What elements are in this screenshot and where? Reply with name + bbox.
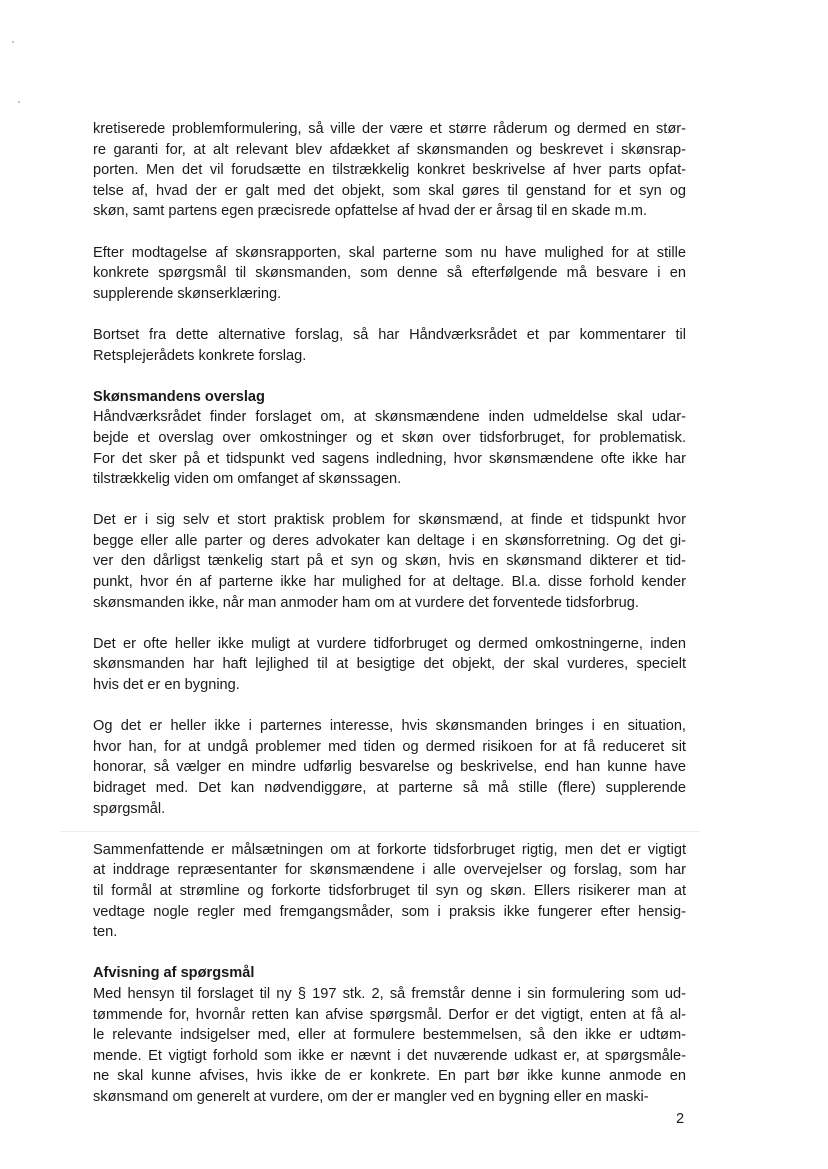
text-line: begge eller alle parter og deres advokater kan deltage i en skønsforretning. Og det gi- [93, 532, 686, 549]
text-line: Håndværksrådet finder forslaget om, at skønsmændene inden udmeldelse skal udar- [93, 409, 686, 426]
body-text [93, 119, 686, 1128]
text-line: bidraget med. Det kan nødvendiggøre, at parterne så må stille (flere) supplerende [93, 780, 686, 796]
text-line: tømmende for, hvornår retten kan afvise spørgsmål. Derfor er det vigtigt, enten at få al- [93, 1006, 686, 1023]
text-line: vedtage nogle regler med fremgangsmåder, som i praksis ikke fungerer efter hensig- [93, 903, 686, 920]
text-line: honorar, så vælger en mindre udførlig besvarelse og beskrivelse, end han kunne have [93, 759, 686, 776]
text-line: konkrete spørgsmål til skønsmanden, som denne så efterfølgende må besvare i en [93, 265, 686, 282]
page-number: 2 [676, 1111, 685, 1127]
text-line: til formål at strømline og forkorte tidsforbruget til syn og skøn. Ellers risikerer man at [93, 882, 686, 899]
text-line: skønsmand om generelt at vurdere, om der er mangler ved en bygning eller en maski- [93, 1088, 649, 1105]
text-line: Sammenfattende er målsætningen om at forkorte tidsforbruget rigtig, men det er vigtigt [93, 841, 686, 858]
text-line: Bortset fra dette alternative forslag, så har Håndværksrådet et par kommentarer til [93, 326, 686, 343]
text-line: re garanti for, at alt relevant blev afdækket af skønsmanden og beskrevet i skønsrap- [93, 141, 686, 158]
paragraph [93, 119, 686, 222]
text-line: telse af, hvad der er galt med det objekt, som skal gøres til genstand for et syn og [93, 182, 686, 199]
text-line: spørgsmål. [93, 800, 166, 817]
section-heading-afvisning: Afvisning af spørgsmål [93, 965, 255, 982]
text-line: skønsmanden har haft lejlighed til at besigtige det objekt, der skal vurderes, specielt [93, 656, 686, 673]
paragraph [93, 407, 686, 489]
scan-speck [18, 101, 20, 103]
paragraph [93, 840, 686, 943]
section-heading-overslag: Skønsmandens overslag [93, 388, 265, 405]
text-line: porten. Men det vil forudsætte en tilstrækkelig konkret beskrivelse af hver parts opfat- [93, 162, 686, 179]
text-line: skøn, samt partens egen præcisrede opfattelse af hvad der er årsag til en skade m.m. [93, 203, 648, 220]
text-line: punkt, hvor én af parterne ikke har mulighed for at deltage. Bl.a. disse forhold kender [93, 574, 686, 591]
text-line: skønsmanden ikke, når man anmoder ham om at vurdere det forventede tidsforbrug. [93, 594, 639, 611]
scan-speck [12, 41, 14, 43]
text-line: Retsplejerådets konkrete forslag. [93, 347, 307, 364]
text-line: le relevante indsigelser med, eller at formulere bestemmelsen, så den ikke er udtøm- [93, 1027, 686, 1044]
text-line: Og det er heller ikke i parternes interesse, hvis skønsmanden bringes i en situation, [93, 718, 686, 735]
text-line: For det sker på et tidspunkt ved sagens indledning, hvor skønsmændene ofte ikke har [93, 450, 686, 467]
text-line: mende. Et vigtigt forhold som ikke er nævnt i det nuværende udkast er, at spørgsmåle- [93, 1047, 686, 1064]
paragraph [93, 984, 686, 1108]
paragraph [93, 716, 686, 819]
paragraph [93, 510, 686, 613]
text-line: Det er ofte heller ikke muligt at vurdere tidforbruget og dermed omkostningerne, inden [93, 635, 686, 652]
text-line: Efter modtagelse af skønsrapporten, skal parterne som nu have mulighed for at stille [93, 244, 686, 261]
text-line: Det er i sig selv et stort praktisk problem for skønsmænd, at finde et tidspunkt hvor [93, 512, 686, 529]
text-line: ten. [93, 924, 118, 941]
paragraph [93, 243, 686, 305]
text-line: at inddrage repræsentanter for skønsmændene i alle overvejelser og forslag, som har [93, 862, 686, 879]
text-line: supplerende skønserklæring. [93, 285, 282, 302]
text-line: hvis det er en bygning. [93, 677, 240, 694]
text-line: bejde et overslag over omkostninger og et skøn over tidsforbruget, for problematisk. [93, 429, 686, 446]
text-line: ne skal kunne afvises, hvis ikke de er konkrete. En part bør ikke kunne anmode en [93, 1068, 686, 1085]
paragraph [93, 634, 686, 696]
text-line: Med hensyn til forslaget til ny § 197 stk. 2, så fremstår denne i sin formulering som ud- [93, 985, 686, 1002]
text-line: kretiserede problemformulering, så ville der være et større råderum og dermed en stør- [93, 121, 686, 137]
text-line: tilstrækkelig viden om omfanget af skønssagen. [93, 471, 402, 488]
paragraph [93, 325, 686, 366]
text-line: hvor han, for at undgå problemer med tiden og dermed risikoen for at få reduceret sit [93, 738, 686, 755]
text-line: ver den dårligst tænkelig start på et syn og skøn, hvis en skønsmand dikterer et tid- [93, 553, 686, 570]
